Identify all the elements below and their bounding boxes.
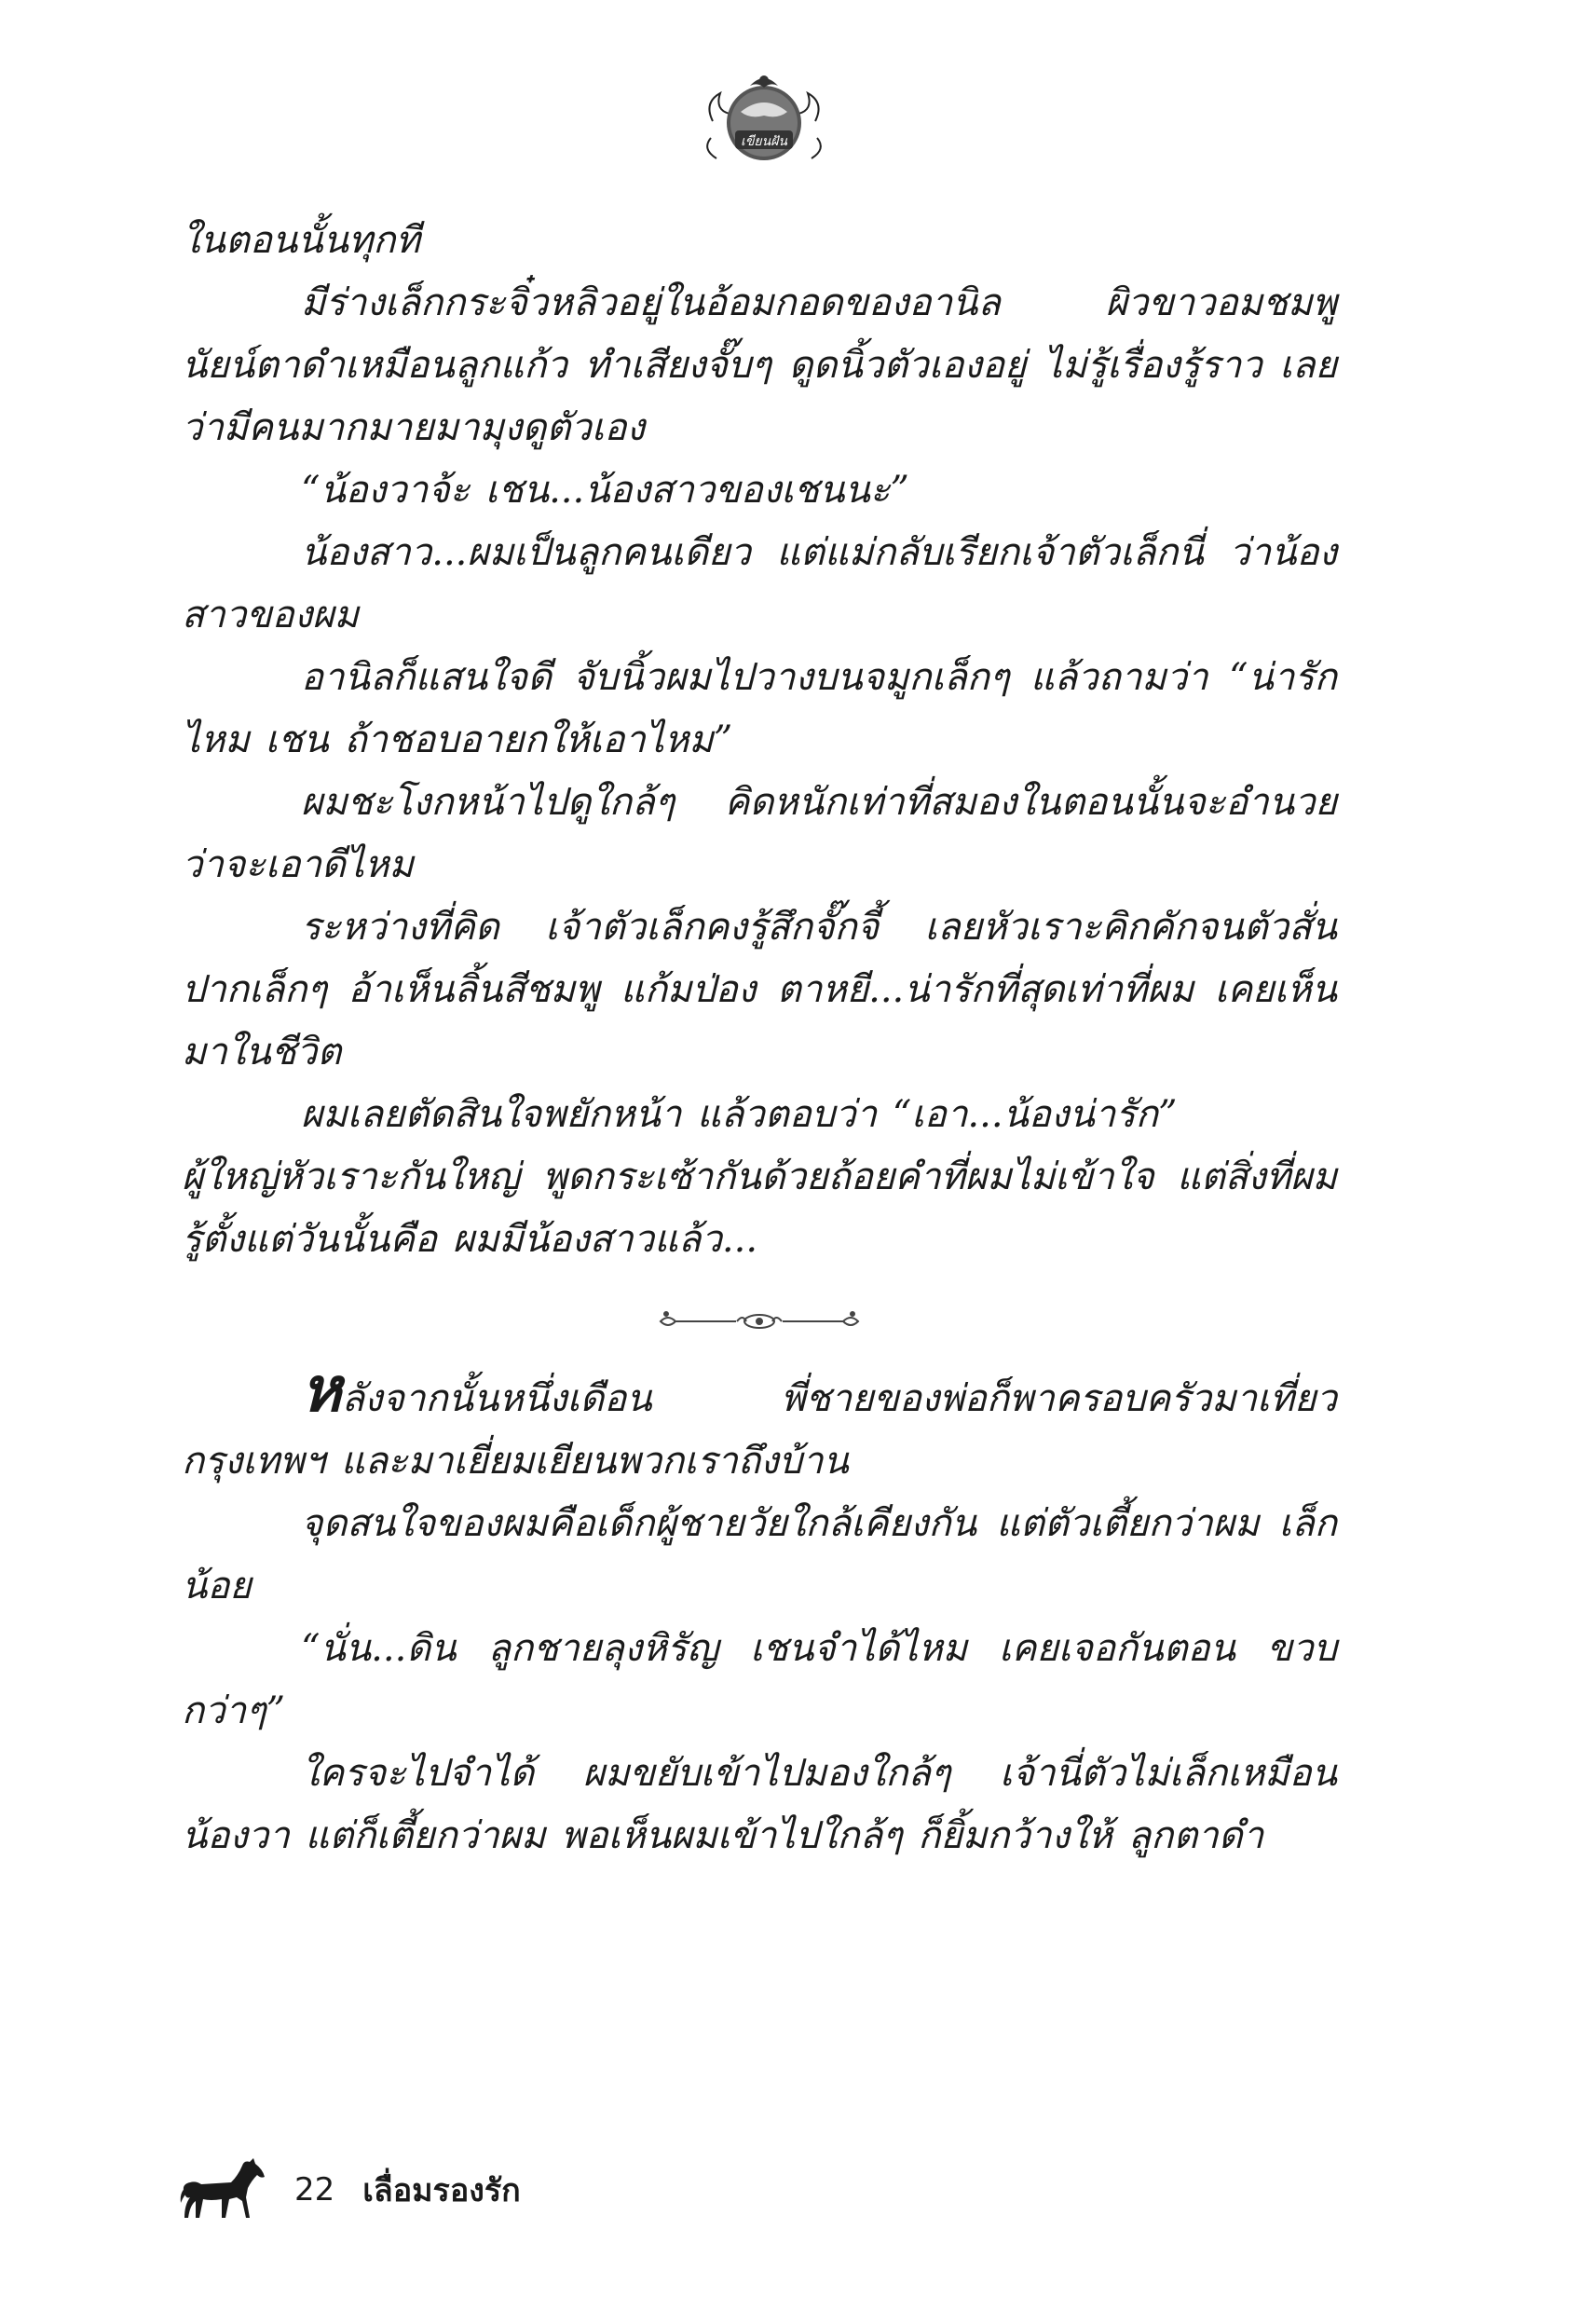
page-footer <box>177 2153 521 2227</box>
paragraph: “น้องวาจ้ะ เชน...น้องสาวของเชนนะ” <box>301 469 909 512</box>
paragraph: ระหว่างที่คิด เจ้าตัวเล็กคงรู้สึกจั๊กจี้ เลยหัวเราะคิกคักจนตัวสั่น ปากเล็กๆ อ้าเห็นลิ้นสีชมพู แก้มป่อง ตาหยี...น่ารักที่สุดเท่าที่ผม เคยเห็นมาในชีวิต <box>182 906 1337 1073</box>
paragraph: ผมเลยตัดสินใจพยักหน้า แล้วตอบว่า “เอา...น้องน่ารัก” <box>301 1093 1178 1136</box>
paragraph: อานิลก็แสนใจดี จับนิ้วผมไปวางบนจมูกเล็กๆ แล้วถามว่า “น่ารักไหม เชน ถ้าชอบอายกให้เอาไหม” <box>182 656 1337 761</box>
paragraph: “นั่น...ดิน ลูกชายลุงหิรัญ เชนจำได้ไหม เคยเจอกันตอน ขวบกว่าๆ” <box>182 1627 1337 1732</box>
paragraph: ใครจะไปจำได้ ผมขยับเข้าไปมองใกล้ๆ เจ้านี่ตัวไม่เล็กเหมือน น้องวา แต่ก็เตี้ยกว่าผม พอเห็นผมเข้าไปใกล้ๆ ก็ยิ้มกว้างให้ ลูกตาดำ <box>182 1752 1337 1857</box>
emblem-text: เขียนฝัน <box>741 134 787 149</box>
opening-text: ลังจากนั้นหนึ่งเดือน พี่ชายของพ่อก็พาครอบครัวมาเที่ยว กรุงเทพฯ และมาเยี่ยมเยียนพวกเราถึงบ้าน <box>182 1377 1337 1483</box>
paragraph: ผู้ใหญ่หัวเราะกันใหญ่ พูดกระเซ้ากันด้วยถ้อยคำที่ผมไม่เข้าใจ แต่สิ่งที่ผมรู้ตั้งแต่วันนั้นคือ ผมมีน้องสาวแล้ว... <box>182 1156 1337 1261</box>
section-two <box>182 1493 1337 1867</box>
page-number: 22 <box>294 2171 335 2208</box>
book-title: เลื่อมรองรัก <box>362 2172 521 2209</box>
body-text <box>182 210 1337 1867</box>
paragraph: จุดสนใจของผมคือเด็กผู้ชายวัยใกล้เคียงกัน แต่ตัวเตี้ยกว่าผม เล็กน้อย <box>182 1502 1337 1607</box>
section-two-opening <box>182 1354 1337 1493</box>
emblem-logo <box>694 65 834 177</box>
paragraph: มีร่างเล็กกระจิ๋วหลิวอยู่ในอ้อมกอดของอานิล ผิวขาวอมชมพู นัยน์ตาดำเหมือนลูกแก้ว ทำเสียงจั๊บๆ ดูดนิ้วตัวเองอยู่ ไม่รู้เรื่องรู้ราว เลยว่ามีคนมากมายมามุงดูตัวเอง <box>182 281 1337 449</box>
section-one <box>182 210 1337 1271</box>
horse-icon <box>177 2156 270 2223</box>
paragraph: น้องสาว...ผมเป็นลูกคนเดียว แต่แม่กลับเรียกเจ้าตัวเล็กนี่ ว่าน้องสาวของผม <box>182 531 1337 636</box>
paragraph: ในตอนนั้นทุกที <box>182 219 420 262</box>
paragraph: ผมชะโงกหน้าไปดูใกล้ๆ คิดหนักเท่าที่สมองในตอนนั้นจะอำนวย ว่าจะเอาดีไหม <box>182 781 1337 886</box>
ornament-divider <box>648 1303 871 1340</box>
dropcap: ห <box>301 1354 342 1426</box>
